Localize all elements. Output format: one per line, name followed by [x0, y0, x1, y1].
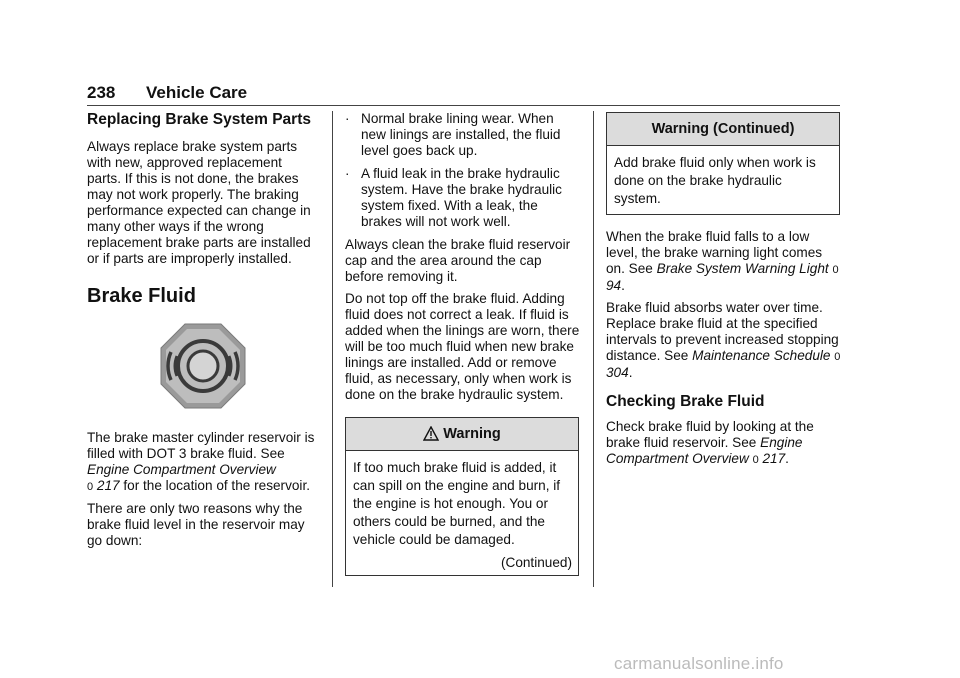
paragraph: Do not top off the brake fluid. Adding fluid does not correct a leak. If fluid is added when the linings are worn, there will be too much fluid when new brake linings are installed. Add or remove fluid, as necessary, only when work is done on the brake hydraulic system.	[345, 291, 580, 402]
paragraph: Brake fluid absorbs water over time. Replace brake fluid at the specified intervals to prevent increased stopping distance. See Maintenance Schedule 0 304.	[606, 300, 841, 380]
list-item: · A fluid leak in the brake hydraulic system. Have the brake hydraulic system fixed. With a leak, the brakes will not work well.	[345, 166, 562, 229]
section-title: Vehicle Care	[146, 83, 248, 102]
page-reference[interactable]: 217	[762, 451, 786, 466]
warning-text: If too much brake fluid is added, it can spill on the engine and burn, if the engine is hot enough. You or others could be burned, and the vehicle could be damaged.	[353, 460, 561, 547]
warning-header	[346, 418, 578, 451]
watermark: carmanualsonline.info	[614, 654, 784, 673]
page-reference[interactable]: 94	[606, 278, 622, 293]
column-divider	[593, 111, 594, 587]
warning-triangle-icon	[423, 426, 439, 441]
page-ref-arrow-icon: 0	[752, 454, 759, 466]
heading-replacing-brake-parts: Replacing Brake System Parts	[87, 111, 311, 128]
page-header	[87, 83, 840, 106]
column-divider	[332, 111, 333, 587]
list-item: · Normal brake lining wear. When new linings are installed, the fluid level goes back up.	[345, 111, 561, 158]
column-1	[87, 111, 319, 555]
paragraph: The brake master cylinder reservoir is filled with DOT 3 brake fluid. See Engine Compartment Overview 0 217 for the location of the reservoir.	[87, 430, 315, 493]
page-ref-arrow-icon: 0	[834, 351, 841, 363]
paragraph: There are only two reasons why the brake fluid level in the reservoir may go down:	[87, 501, 305, 548]
page-number: 238	[87, 83, 116, 102]
warning-header: Warning (Continued)	[607, 113, 839, 146]
cross-reference[interactable]: Engine Compartment Overview	[87, 462, 276, 477]
heading-brake-fluid: Brake Fluid	[87, 285, 196, 307]
paragraph: Check brake fluid by looking at the brake fluid reservoir. See Engine Compartment Overview 0 217.	[606, 419, 814, 466]
page-ref-arrow-icon: 0	[832, 264, 839, 276]
cross-reference[interactable]: Engine Compartment Overview	[606, 435, 803, 466]
paragraph: Always replace brake system parts with new, approved replacement parts. If this is not done, the brakes may not work properly. The braking performance expected can change in many other ways if the wrong replacement brake parts are installed or if parts are improperly installed.	[87, 139, 311, 266]
brake-fluid-icon-wrap	[87, 322, 319, 410]
warning-box	[345, 417, 579, 576]
continued-label: (Continued)	[500, 555, 572, 570]
warning-box-continued	[606, 112, 840, 215]
column-3	[606, 111, 842, 474]
heading-checking-brake-fluid: Checking Brake Fluid	[606, 393, 765, 410]
brake-fluid-icon	[159, 322, 247, 410]
page-reference[interactable]: 304	[606, 365, 629, 380]
paragraph: When the brake fluid falls to a low level, the brake warning light comes on. See Brake System Warning Light 0 94.	[606, 229, 839, 293]
bullet-icon: ·	[345, 166, 350, 181]
paragraph: Always clean the brake fluid reservoir cap and the area around the cap before removing it.	[345, 237, 571, 284]
cross-reference[interactable]: Brake System Warning Light	[656, 261, 829, 276]
bullet-icon: ·	[345, 111, 350, 126]
warning-text: Add brake fluid only when work is done on the brake hydraulic system.	[614, 155, 816, 206]
page-reference[interactable]: 217	[96, 478, 120, 493]
column-2	[345, 111, 581, 576]
warning-title: Warning	[443, 426, 501, 442]
page-ref-arrow-icon: 0	[87, 481, 94, 493]
cross-reference[interactable]: Maintenance Schedule	[692, 348, 831, 363]
